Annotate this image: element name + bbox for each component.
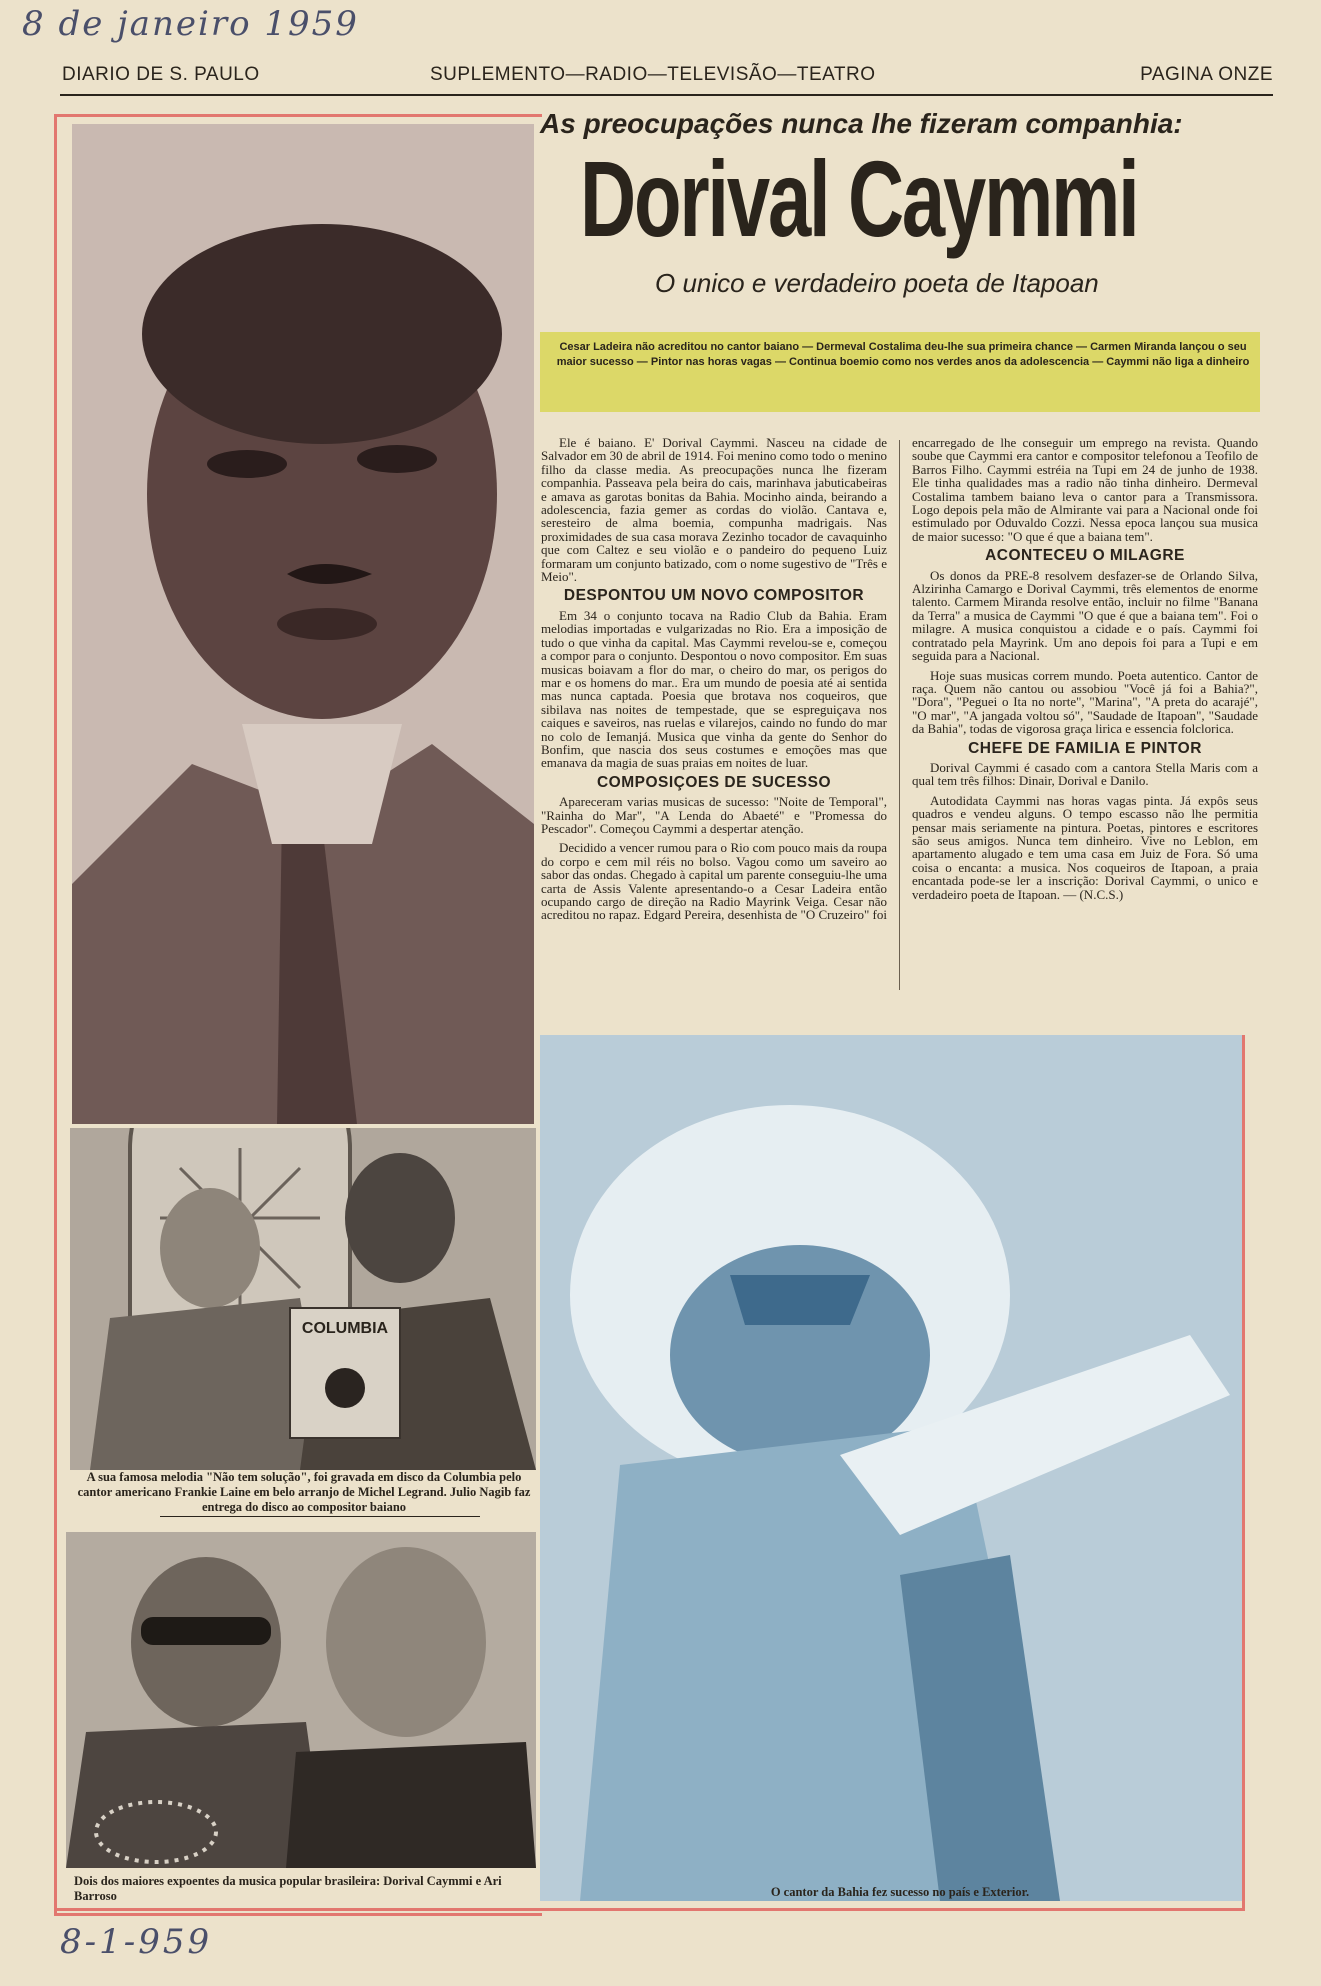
paragraph: Em 34 o conjunto tocava na Radio Club da Bahia. Eram melodias importadas e vulgarizadas no Rio. Era a imposição de tudo o que vinha da capital. Mas Caymmi revelou-se e, começou a compor para o conjunto. Despontou o novo compositor. Em suas musicas boiavam a flor do mar, o cheiro do mar, os perigos do mar e os homens do mar.. Era um mundo de poesia até ai sentida mas nunca captada. Poesia que brotava nos coqueiros, que sibilava nas noites de tempestade, que se espreguiçava nos caiques e saveiros, nas ruelas e vilarejos, caindo no fundo do mar no colo de Iemanjá. Musica que vinha da gente do Senhor do Bonfim, que nascia dos seus costumes e emoções mas que emanava da magia de suas praias em noites de luar. [541,607,887,771]
newspaper-name: DIARIO DE S. PAULO [62,64,260,85]
duo-photo-caption: Dois dos maiores expoentes da musica popular brasileira: Dorival Caymmi e Ari Barroso [74,1874,502,1903]
article-summary: Cesar Ladeira não acreditou no cantor baiano — Dermeval Costalima deu-lhe sua primeira chance — Carmen Miranda lançou o seu maior sucesso — Pintor nas horas vagas — Continua boemio como nos verdes anos da adolescencia — Caymmi não liga a dinheiro [556,341,1250,368]
paragraph: Decidido a vencer rumou para o Rio com pouco mais da roupa do corpo e cem mil réis no bolso. Vagou como um saveiro ao sabor das ondas. Chegado à capital um parente conseguiu-lhe uma carta de Assis Valente apresentando-o a Cesar Ladeira então ocupando cargo de direção na Radio Mayrink Veiga. Cesar não acreditou no rapaz. Edgard Pereira, desenhista de "O Cruzeiro" foi [541,840,887,923]
paragraph: Ele é baiano. E' Dorival Caymmi. Nasceu na cidade de Salvador em 30 de abril de 1914. Foi menino como todo o menino filho da classe media. As preocupações nunca lhe fizeram companhia. Passeava pela beira do cais, marinhava jabuticabeiras e amava as garotas bonitas da Bahia. Mocinho ainda, beirando a adolescencia, fazia gemer as cordas do violão. Cantava e, seresteiro de alma boemia, compunha madrigais. Nas proximidades de sua casa morava Zezinho tocador de cavaquinho que com Caltez e seu violão e o pandeiro do pequeno Luiz formaram um conjunto batizado, com o nome sugestivo de "Três e Meio". [541,435,888,585]
section-name: SUPLEMENTO—RADIO—TELEVISÃO—TEATRO [430,64,876,85]
columbia-illustration [70,1128,536,1470]
portrait-illustration [72,124,534,1124]
article-column-2 [912,436,1258,907]
paragraph: Os donos da PRE-8 resolvem desfazer-se de Orlando Silva, Alzirinha Camargo e Dorival Caymmi, três elementos de enorme talento. Carmem Miranda resolve então, incluir no filme "Banana da Terra" a musica de Caymmi "O que é que a baiana tem". Foi o milagre. A musica conquistou a cidade e o país. Caymmi foi contratado pela Mayrink. Um ano depois foi para a Tupi e em seguida para a Nacional. [912,567,1258,664]
caymmi-barroso-photo [66,1532,536,1868]
red-frame-bottom [54,1908,1245,1911]
handwritten-date-top: 8 de janeiro 1959 [22,4,359,44]
handwritten-date-bottom: 8-1-959 [60,1922,213,1962]
columbia-label: COLUMBIA [301,1320,389,1337]
section-heading: COMPOSIÇOES DE SUCESSO [596,773,832,791]
section-heading: CHEFE DE FAMILIA E PINTOR [968,739,1202,757]
columbia-photo-caption: A sua famosa melodia "Não tem solução", foi gravada em disco da Columbia pelo cantor americano Frankie Laine em belo arranjo de Michel Legrand. Julio Nagib faz entrega do disco ao compositor baiano [77,1470,531,1514]
paragraph: encarregado de lhe conseguir um emprego na revista. Quando soube que Caymmi era cantor e compositor telefonou a Teofilo de Barros Filho. Caymmi estréia na Tupi em 24 de junho de 1938. Ele tinha qualidades mas a radio não tinha dinheiro. Dermeval Costalima tambem baiano leva o cantor para a Transmissora. Logo depois pela mão de Almirante vai para a Nacional onde foi estimulado por Oduvaldo Cozzi. Nessa epoca lançou sua musica de maior sucesso: "O que é que a baiana tem". [912,435,1258,544]
article-kicker: As preocupações nunca lhe fizeram companhia: [540,108,1183,139]
caption-rule [160,1516,480,1517]
article-title: Dorival Caymmi [580,138,1138,259]
red-frame-top [54,114,532,117]
red-frame-right [1242,1035,1245,1910]
page-number: PAGINA ONZE [1140,64,1273,85]
paragraph: Hoje suas musicas correm mundo. Poeta autentico. Cantor de raça. Quem não cantou ou assobiou "Você já foi a Bahia?", "Dora", "Peguei o Ita no norte", "Marina", "A preta do acarajé", "O mar", "A jangada voltou só", "Saudade de Itapoan", "Saudade da Bahia", todas de vigorosa graça lirica e essencia folclorica. [912,667,1258,737]
section-heading: DESPONTOU UM NOVO COMPOSITOR [563,587,865,605]
columbia-record-photo [70,1128,536,1470]
paragraph: Apareceram varias musicas de sucesso: "Noite de Temporal", "Rainha do Mar", "A Lenda do Abaeté" e "Promessa do Pescador". Começou Caymmi a despertar atenção. [541,794,887,836]
portrait-photo [72,124,534,1124]
duo-illustration [66,1532,536,1868]
blue-photo-caption: O cantor da Bahia fez sucesso no país e Exterior. [770,1885,1030,1899]
article-column-1 [541,436,887,928]
blue-illustration [540,1035,1242,1901]
masthead [60,62,1273,96]
column-divider [899,440,900,990]
singer-hat-photo [540,1035,1242,1901]
paragraph: Autodidata Caymmi nas horas vagas pinta. Já expôs seus quadros e vendeu alguns. O tempo escasso não lhe permitia pensar mais seriamente na pintura. Poetas, pintores e escritores são seus amigos. Nunca tem dinheiro. Vive no Leblon, em apartamento alugado e tem uma casa em Juiz de Fora. Só uma coisa o encanta: a musica. Nos coqueiros de Itapoan, a praia encantada pode-se ler a inscrição: Dorival Caymmi, o unico e verdadeiro poeta de Itapoan. — (N.C.S.) [912,792,1258,902]
section-heading: ACONTECEU O MILAGRE [985,547,1185,565]
article-subtitle: O unico e verdadeiro poeta de Itapoan [655,268,1099,298]
paragraph: Dorival Caymmi é casado com a cantora Stella Maris com a qual tem três filhos: Dinair, Dorival e Danilo. [912,759,1258,789]
